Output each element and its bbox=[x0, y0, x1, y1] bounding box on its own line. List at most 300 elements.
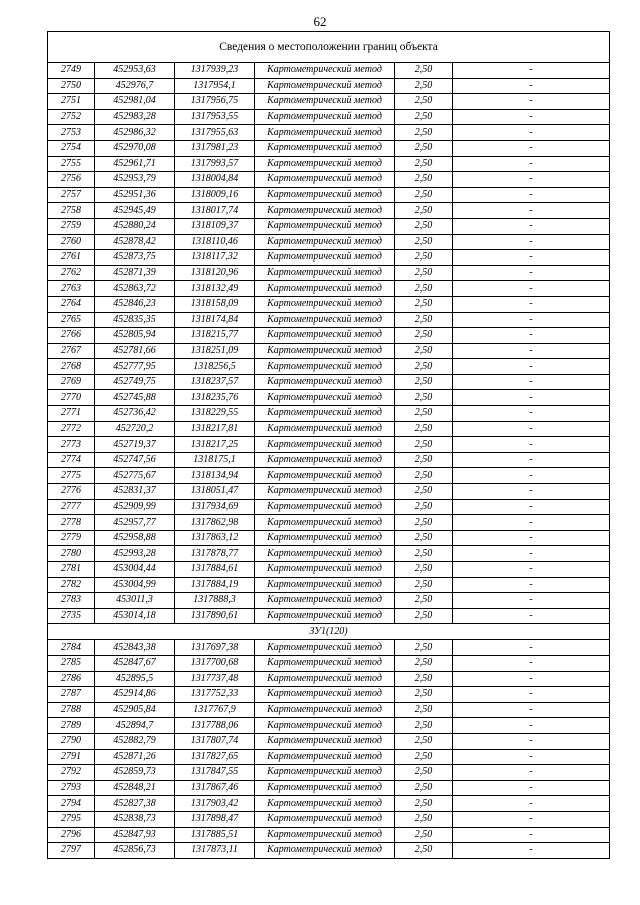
cell-point-number: 2780 bbox=[48, 546, 95, 562]
cell-method: Картометрический метод bbox=[255, 140, 395, 156]
cell-accuracy: 2,50 bbox=[395, 687, 453, 703]
cell-method: Картометрический метод bbox=[255, 468, 395, 484]
cell-point-number: 2797 bbox=[48, 843, 95, 859]
cell-point-number: 2754 bbox=[48, 140, 95, 156]
cell-point-number: 2767 bbox=[48, 343, 95, 359]
cell-point-number: 2790 bbox=[48, 733, 95, 749]
table-row bbox=[48, 780, 610, 796]
cell-coord-y: 1317884,19 bbox=[175, 577, 255, 593]
cell-method: Картометрический метод bbox=[255, 577, 395, 593]
cell-point-number: 2791 bbox=[48, 749, 95, 765]
cell-coord-y: 1318251,09 bbox=[175, 343, 255, 359]
cell-coord-x: 452846,23 bbox=[95, 296, 175, 312]
table-row bbox=[48, 718, 610, 734]
cell-description: - bbox=[453, 671, 610, 687]
cell-method: Картометрический метод bbox=[255, 749, 395, 765]
cell-coord-x: 452856,73 bbox=[95, 843, 175, 859]
cell-description: - bbox=[453, 765, 610, 781]
cell-method: Картометрический метод bbox=[255, 515, 395, 531]
table-row bbox=[48, 296, 610, 312]
table-row bbox=[48, 109, 610, 125]
table-body-upper bbox=[48, 32, 610, 624]
cell-accuracy: 2,50 bbox=[395, 390, 453, 406]
cell-method: Картометрический метод bbox=[255, 780, 395, 796]
cell-coord-y: 1318120,96 bbox=[175, 265, 255, 281]
cell-coord-y: 1317788,06 bbox=[175, 718, 255, 734]
cell-coord-y: 1317955,63 bbox=[175, 125, 255, 141]
cell-coord-x: 452859,73 bbox=[95, 765, 175, 781]
cell-coord-x: 452905,84 bbox=[95, 702, 175, 718]
cell-coord-y: 1317878,77 bbox=[175, 546, 255, 562]
cell-accuracy: 2,50 bbox=[395, 499, 453, 515]
cell-accuracy: 2,50 bbox=[395, 718, 453, 734]
cell-description: - bbox=[453, 421, 610, 437]
cell-description: - bbox=[453, 562, 610, 578]
cell-point-number: 2792 bbox=[48, 765, 95, 781]
cell-coord-y: 1318256,5 bbox=[175, 359, 255, 375]
section-label: ЗУ1(120) bbox=[48, 624, 610, 640]
cell-point-number: 2749 bbox=[48, 63, 95, 79]
cell-coord-x: 452835,35 bbox=[95, 312, 175, 328]
cell-coord-x: 453011,3 bbox=[95, 593, 175, 609]
cell-coord-y: 1317697,38 bbox=[175, 640, 255, 656]
cell-point-number: 2777 bbox=[48, 499, 95, 515]
cell-description: - bbox=[453, 827, 610, 843]
cell-point-number: 2735 bbox=[48, 608, 95, 624]
cell-coord-x: 452749,75 bbox=[95, 374, 175, 390]
cell-point-number: 2782 bbox=[48, 577, 95, 593]
cell-accuracy: 2,50 bbox=[395, 780, 453, 796]
cell-description: - bbox=[453, 484, 610, 500]
cell-coord-x: 452847,67 bbox=[95, 655, 175, 671]
cell-accuracy: 2,50 bbox=[395, 281, 453, 297]
table-row bbox=[48, 312, 610, 328]
cell-coord-x: 452847,93 bbox=[95, 827, 175, 843]
cell-method: Картометрический метод bbox=[255, 765, 395, 781]
cell-point-number: 2786 bbox=[48, 671, 95, 687]
table-title-row bbox=[48, 32, 610, 63]
cell-coord-y: 1318051,47 bbox=[175, 484, 255, 500]
cell-coord-x: 453004,44 bbox=[95, 562, 175, 578]
cell-point-number: 2752 bbox=[48, 109, 95, 125]
cell-accuracy: 2,50 bbox=[395, 78, 453, 94]
cell-method: Картометрический метод bbox=[255, 562, 395, 578]
cell-method: Картометрический метод bbox=[255, 359, 395, 375]
cell-point-number: 2796 bbox=[48, 827, 95, 843]
cell-description: - bbox=[453, 437, 610, 453]
cell-coord-y: 1317890,61 bbox=[175, 608, 255, 624]
cell-point-number: 2751 bbox=[48, 94, 95, 110]
table-row bbox=[48, 125, 610, 141]
cell-point-number: 2761 bbox=[48, 250, 95, 266]
cell-coord-x: 452843,38 bbox=[95, 640, 175, 656]
cell-accuracy: 2,50 bbox=[395, 811, 453, 827]
cell-description: - bbox=[453, 406, 610, 422]
table-row bbox=[48, 390, 610, 406]
cell-accuracy: 2,50 bbox=[395, 468, 453, 484]
cell-point-number: 2764 bbox=[48, 296, 95, 312]
cell-coord-y: 1317981,23 bbox=[175, 140, 255, 156]
cell-coord-x: 452909,99 bbox=[95, 499, 175, 515]
cell-accuracy: 2,50 bbox=[395, 374, 453, 390]
boundary-table bbox=[47, 31, 610, 859]
cell-accuracy: 2,50 bbox=[395, 452, 453, 468]
cell-point-number: 2750 bbox=[48, 78, 95, 94]
cell-coord-x: 452871,39 bbox=[95, 265, 175, 281]
cell-coord-y: 1318235,76 bbox=[175, 390, 255, 406]
table-row bbox=[48, 94, 610, 110]
cell-coord-x: 452838,73 bbox=[95, 811, 175, 827]
cell-accuracy: 2,50 bbox=[395, 125, 453, 141]
table-row bbox=[48, 218, 610, 234]
cell-coord-y: 1317993,57 bbox=[175, 156, 255, 172]
cell-description: - bbox=[453, 156, 610, 172]
cell-point-number: 2787 bbox=[48, 687, 95, 703]
cell-accuracy: 2,50 bbox=[395, 593, 453, 609]
cell-method: Картометрический метод bbox=[255, 78, 395, 94]
cell-point-number: 2759 bbox=[48, 218, 95, 234]
table-row bbox=[48, 562, 610, 578]
cell-accuracy: 2,50 bbox=[395, 608, 453, 624]
cell-coord-y: 1318158,09 bbox=[175, 296, 255, 312]
table-row bbox=[48, 765, 610, 781]
cell-point-number: 2771 bbox=[48, 406, 95, 422]
cell-point-number: 2758 bbox=[48, 203, 95, 219]
cell-description: - bbox=[453, 796, 610, 812]
cell-coord-x: 452736,42 bbox=[95, 406, 175, 422]
cell-description: - bbox=[453, 94, 610, 110]
table-row bbox=[48, 63, 610, 79]
cell-coord-x: 452831,37 bbox=[95, 484, 175, 500]
table-row bbox=[48, 234, 610, 250]
cell-coord-y: 1318237,57 bbox=[175, 374, 255, 390]
cell-method: Картометрический метод bbox=[255, 421, 395, 437]
table-row bbox=[48, 577, 610, 593]
cell-accuracy: 2,50 bbox=[395, 218, 453, 234]
cell-point-number: 2784 bbox=[48, 640, 95, 656]
cell-method: Картометрический метод bbox=[255, 343, 395, 359]
cell-coord-y: 1317898,47 bbox=[175, 811, 255, 827]
section-row bbox=[48, 624, 610, 640]
cell-coord-y: 1317885,51 bbox=[175, 827, 255, 843]
cell-coord-x: 452805,94 bbox=[95, 328, 175, 344]
page-number: 62 bbox=[313, 14, 327, 29]
table-row bbox=[48, 156, 610, 172]
table-row bbox=[48, 281, 610, 297]
cell-description: - bbox=[453, 187, 610, 203]
cell-method: Картометрический метод bbox=[255, 94, 395, 110]
cell-coord-x: 452894,7 bbox=[95, 718, 175, 734]
cell-accuracy: 2,50 bbox=[395, 562, 453, 578]
table-row bbox=[48, 640, 610, 656]
cell-coord-y: 1317873,11 bbox=[175, 843, 255, 859]
cell-description: - bbox=[453, 374, 610, 390]
cell-description: - bbox=[453, 702, 610, 718]
cell-coord-y: 1317700,68 bbox=[175, 655, 255, 671]
cell-coord-x: 452981,04 bbox=[95, 94, 175, 110]
cell-coord-y: 1318134,94 bbox=[175, 468, 255, 484]
table-row bbox=[48, 546, 610, 562]
cell-description: - bbox=[453, 687, 610, 703]
cell-method: Картометрический метод bbox=[255, 203, 395, 219]
cell-point-number: 2762 bbox=[48, 265, 95, 281]
cell-description: - bbox=[453, 593, 610, 609]
cell-coord-y: 1318017,74 bbox=[175, 203, 255, 219]
cell-accuracy: 2,50 bbox=[395, 63, 453, 79]
cell-coord-y: 1317939,23 bbox=[175, 63, 255, 79]
cell-method: Картометрический метод bbox=[255, 593, 395, 609]
cell-method: Картометрический метод bbox=[255, 671, 395, 687]
table-row bbox=[48, 499, 610, 515]
cell-accuracy: 2,50 bbox=[395, 296, 453, 312]
cell-coord-y: 1318110,46 bbox=[175, 234, 255, 250]
cell-coord-y: 1317862,98 bbox=[175, 515, 255, 531]
table-row bbox=[48, 140, 610, 156]
cell-description: - bbox=[453, 640, 610, 656]
cell-coord-x: 452878,42 bbox=[95, 234, 175, 250]
cell-accuracy: 2,50 bbox=[395, 796, 453, 812]
cell-coord-y: 1318217,81 bbox=[175, 421, 255, 437]
table-row bbox=[48, 172, 610, 188]
cell-coord-x: 452976,7 bbox=[95, 78, 175, 94]
table-row bbox=[48, 671, 610, 687]
cell-description: - bbox=[453, 499, 610, 515]
cell-accuracy: 2,50 bbox=[395, 109, 453, 125]
cell-accuracy: 2,50 bbox=[395, 312, 453, 328]
cell-coord-y: 1317847,55 bbox=[175, 765, 255, 781]
cell-method: Картометрический метод bbox=[255, 530, 395, 546]
cell-method: Картометрический метод bbox=[255, 250, 395, 266]
table-row bbox=[48, 421, 610, 437]
cell-coord-x: 452953,79 bbox=[95, 172, 175, 188]
section-row-group bbox=[48, 624, 610, 640]
table-row bbox=[48, 530, 610, 546]
cell-method: Картометрический метод bbox=[255, 374, 395, 390]
cell-description: - bbox=[453, 655, 610, 671]
cell-coord-y: 1317863,12 bbox=[175, 530, 255, 546]
cell-point-number: 2773 bbox=[48, 437, 95, 453]
cell-coord-y: 1318117,32 bbox=[175, 250, 255, 266]
table-row bbox=[48, 265, 610, 281]
table-row bbox=[48, 749, 610, 765]
table-row bbox=[48, 843, 610, 859]
cell-coord-y: 1317867,46 bbox=[175, 780, 255, 796]
cell-method: Картометрический метод bbox=[255, 640, 395, 656]
cell-point-number: 2753 bbox=[48, 125, 95, 141]
cell-description: - bbox=[453, 359, 610, 375]
cell-coord-x: 452775,67 bbox=[95, 468, 175, 484]
cell-method: Картометрический метод bbox=[255, 63, 395, 79]
cell-accuracy: 2,50 bbox=[395, 265, 453, 281]
cell-method: Картометрический метод bbox=[255, 187, 395, 203]
cell-coord-y: 1317953,55 bbox=[175, 109, 255, 125]
cell-method: Картометрический метод bbox=[255, 484, 395, 500]
cell-coord-x: 452958,88 bbox=[95, 530, 175, 546]
cell-accuracy: 2,50 bbox=[395, 406, 453, 422]
cell-method: Картометрический метод bbox=[255, 452, 395, 468]
cell-accuracy: 2,50 bbox=[395, 140, 453, 156]
cell-coord-x: 452747,56 bbox=[95, 452, 175, 468]
cell-accuracy: 2,50 bbox=[395, 577, 453, 593]
cell-accuracy: 2,50 bbox=[395, 234, 453, 250]
table-row bbox=[48, 593, 610, 609]
cell-coord-y: 1317956,75 bbox=[175, 94, 255, 110]
cell-description: - bbox=[453, 718, 610, 734]
cell-coord-x: 452745,88 bbox=[95, 390, 175, 406]
cell-method: Картометрический метод bbox=[255, 218, 395, 234]
cell-description: - bbox=[453, 390, 610, 406]
cell-accuracy: 2,50 bbox=[395, 343, 453, 359]
cell-coord-x: 453014,18 bbox=[95, 608, 175, 624]
table-row bbox=[48, 796, 610, 812]
cell-coord-x: 452873,75 bbox=[95, 250, 175, 266]
cell-coord-y: 1317767,9 bbox=[175, 702, 255, 718]
cell-accuracy: 2,50 bbox=[395, 827, 453, 843]
cell-method: Картометрический метод bbox=[255, 172, 395, 188]
cell-description: - bbox=[453, 328, 610, 344]
cell-point-number: 2779 bbox=[48, 530, 95, 546]
table-row bbox=[48, 452, 610, 468]
cell-description: - bbox=[453, 125, 610, 141]
cell-coord-y: 1317954,1 bbox=[175, 78, 255, 94]
cell-method: Картометрический метод bbox=[255, 390, 395, 406]
cell-coord-x: 452863,72 bbox=[95, 281, 175, 297]
cell-coord-x: 452983,28 bbox=[95, 109, 175, 125]
cell-method: Картометрический метод bbox=[255, 733, 395, 749]
cell-point-number: 2775 bbox=[48, 468, 95, 484]
cell-method: Картометрический метод bbox=[255, 234, 395, 250]
cell-point-number: 2768 bbox=[48, 359, 95, 375]
table-row bbox=[48, 437, 610, 453]
cell-accuracy: 2,50 bbox=[395, 655, 453, 671]
cell-coord-x: 452945,49 bbox=[95, 203, 175, 219]
cell-description: - bbox=[453, 281, 610, 297]
cell-method: Картометрический метод bbox=[255, 328, 395, 344]
cell-description: - bbox=[453, 265, 610, 281]
cell-coord-x: 452993,28 bbox=[95, 546, 175, 562]
cell-point-number: 2760 bbox=[48, 234, 95, 250]
table-row bbox=[48, 484, 610, 500]
cell-point-number: 2795 bbox=[48, 811, 95, 827]
cell-coord-y: 1318175,1 bbox=[175, 452, 255, 468]
cell-method: Картометрический метод bbox=[255, 281, 395, 297]
cell-method: Картометрический метод bbox=[255, 265, 395, 281]
cell-method: Картометрический метод bbox=[255, 811, 395, 827]
cell-description: - bbox=[453, 140, 610, 156]
cell-point-number: 2788 bbox=[48, 702, 95, 718]
cell-accuracy: 2,50 bbox=[395, 484, 453, 500]
cell-coord-x: 452848,21 bbox=[95, 780, 175, 796]
cell-coord-y: 1318174,84 bbox=[175, 312, 255, 328]
cell-accuracy: 2,50 bbox=[395, 172, 453, 188]
cell-point-number: 2766 bbox=[48, 328, 95, 344]
cell-coord-x: 452871,26 bbox=[95, 749, 175, 765]
cell-method: Картометрический метод bbox=[255, 796, 395, 812]
cell-description: - bbox=[453, 780, 610, 796]
cell-coord-x: 452781,66 bbox=[95, 343, 175, 359]
cell-point-number: 2757 bbox=[48, 187, 95, 203]
table-row bbox=[48, 374, 610, 390]
cell-point-number: 2778 bbox=[48, 515, 95, 531]
table-row bbox=[48, 187, 610, 203]
table-row bbox=[48, 608, 610, 624]
cell-description: - bbox=[453, 312, 610, 328]
cell-accuracy: 2,50 bbox=[395, 187, 453, 203]
table-row bbox=[48, 250, 610, 266]
cell-coord-y: 1317752,33 bbox=[175, 687, 255, 703]
cell-coord-x: 452961,71 bbox=[95, 156, 175, 172]
cell-coord-y: 1317903,42 bbox=[175, 796, 255, 812]
table-row bbox=[48, 702, 610, 718]
cell-coord-x: 452827,38 bbox=[95, 796, 175, 812]
cell-accuracy: 2,50 bbox=[395, 765, 453, 781]
table-title: Сведения о местоположении границ объекта bbox=[48, 32, 610, 63]
cell-method: Картометрический метод bbox=[255, 608, 395, 624]
cell-accuracy: 2,50 bbox=[395, 437, 453, 453]
cell-description: - bbox=[453, 203, 610, 219]
table-row bbox=[48, 655, 610, 671]
cell-coord-x: 452880,24 bbox=[95, 218, 175, 234]
table-row bbox=[48, 343, 610, 359]
cell-description: - bbox=[453, 530, 610, 546]
cell-coord-x: 452986,32 bbox=[95, 125, 175, 141]
cell-description: - bbox=[453, 109, 610, 125]
table-body-lower bbox=[48, 640, 610, 858]
cell-description: - bbox=[453, 343, 610, 359]
cell-point-number: 2769 bbox=[48, 374, 95, 390]
cell-description: - bbox=[453, 452, 610, 468]
cell-method: Картометрический метод bbox=[255, 296, 395, 312]
table-row bbox=[48, 406, 610, 422]
cell-point-number: 2765 bbox=[48, 312, 95, 328]
cell-description: - bbox=[453, 172, 610, 188]
cell-accuracy: 2,50 bbox=[395, 328, 453, 344]
table-row bbox=[48, 515, 610, 531]
cell-point-number: 2763 bbox=[48, 281, 95, 297]
cell-coord-y: 1317827,65 bbox=[175, 749, 255, 765]
cell-coord-y: 1318132,49 bbox=[175, 281, 255, 297]
cell-description: - bbox=[453, 608, 610, 624]
cell-point-number: 2772 bbox=[48, 421, 95, 437]
cell-point-number: 2781 bbox=[48, 562, 95, 578]
cell-method: Картометрический метод bbox=[255, 437, 395, 453]
cell-accuracy: 2,50 bbox=[395, 156, 453, 172]
cell-coord-x: 452777,95 bbox=[95, 359, 175, 375]
cell-description: - bbox=[453, 843, 610, 859]
cell-accuracy: 2,50 bbox=[395, 359, 453, 375]
cell-method: Картометрический метод bbox=[255, 312, 395, 328]
cell-coord-x: 452957,77 bbox=[95, 515, 175, 531]
cell-description: - bbox=[453, 546, 610, 562]
cell-description: - bbox=[453, 63, 610, 79]
cell-accuracy: 2,50 bbox=[395, 749, 453, 765]
cell-description: - bbox=[453, 733, 610, 749]
cell-coord-y: 1317807,74 bbox=[175, 733, 255, 749]
cell-coord-x: 452719,37 bbox=[95, 437, 175, 453]
table-row bbox=[48, 811, 610, 827]
cell-coord-y: 1318109,37 bbox=[175, 218, 255, 234]
table-row bbox=[48, 359, 610, 375]
cell-point-number: 2776 bbox=[48, 484, 95, 500]
cell-point-number: 2789 bbox=[48, 718, 95, 734]
cell-accuracy: 2,50 bbox=[395, 640, 453, 656]
cell-coord-y: 1318004,84 bbox=[175, 172, 255, 188]
cell-description: - bbox=[453, 577, 610, 593]
cell-point-number: 2785 bbox=[48, 655, 95, 671]
cell-method: Картометрический метод bbox=[255, 718, 395, 734]
cell-accuracy: 2,50 bbox=[395, 203, 453, 219]
cell-accuracy: 2,50 bbox=[395, 94, 453, 110]
